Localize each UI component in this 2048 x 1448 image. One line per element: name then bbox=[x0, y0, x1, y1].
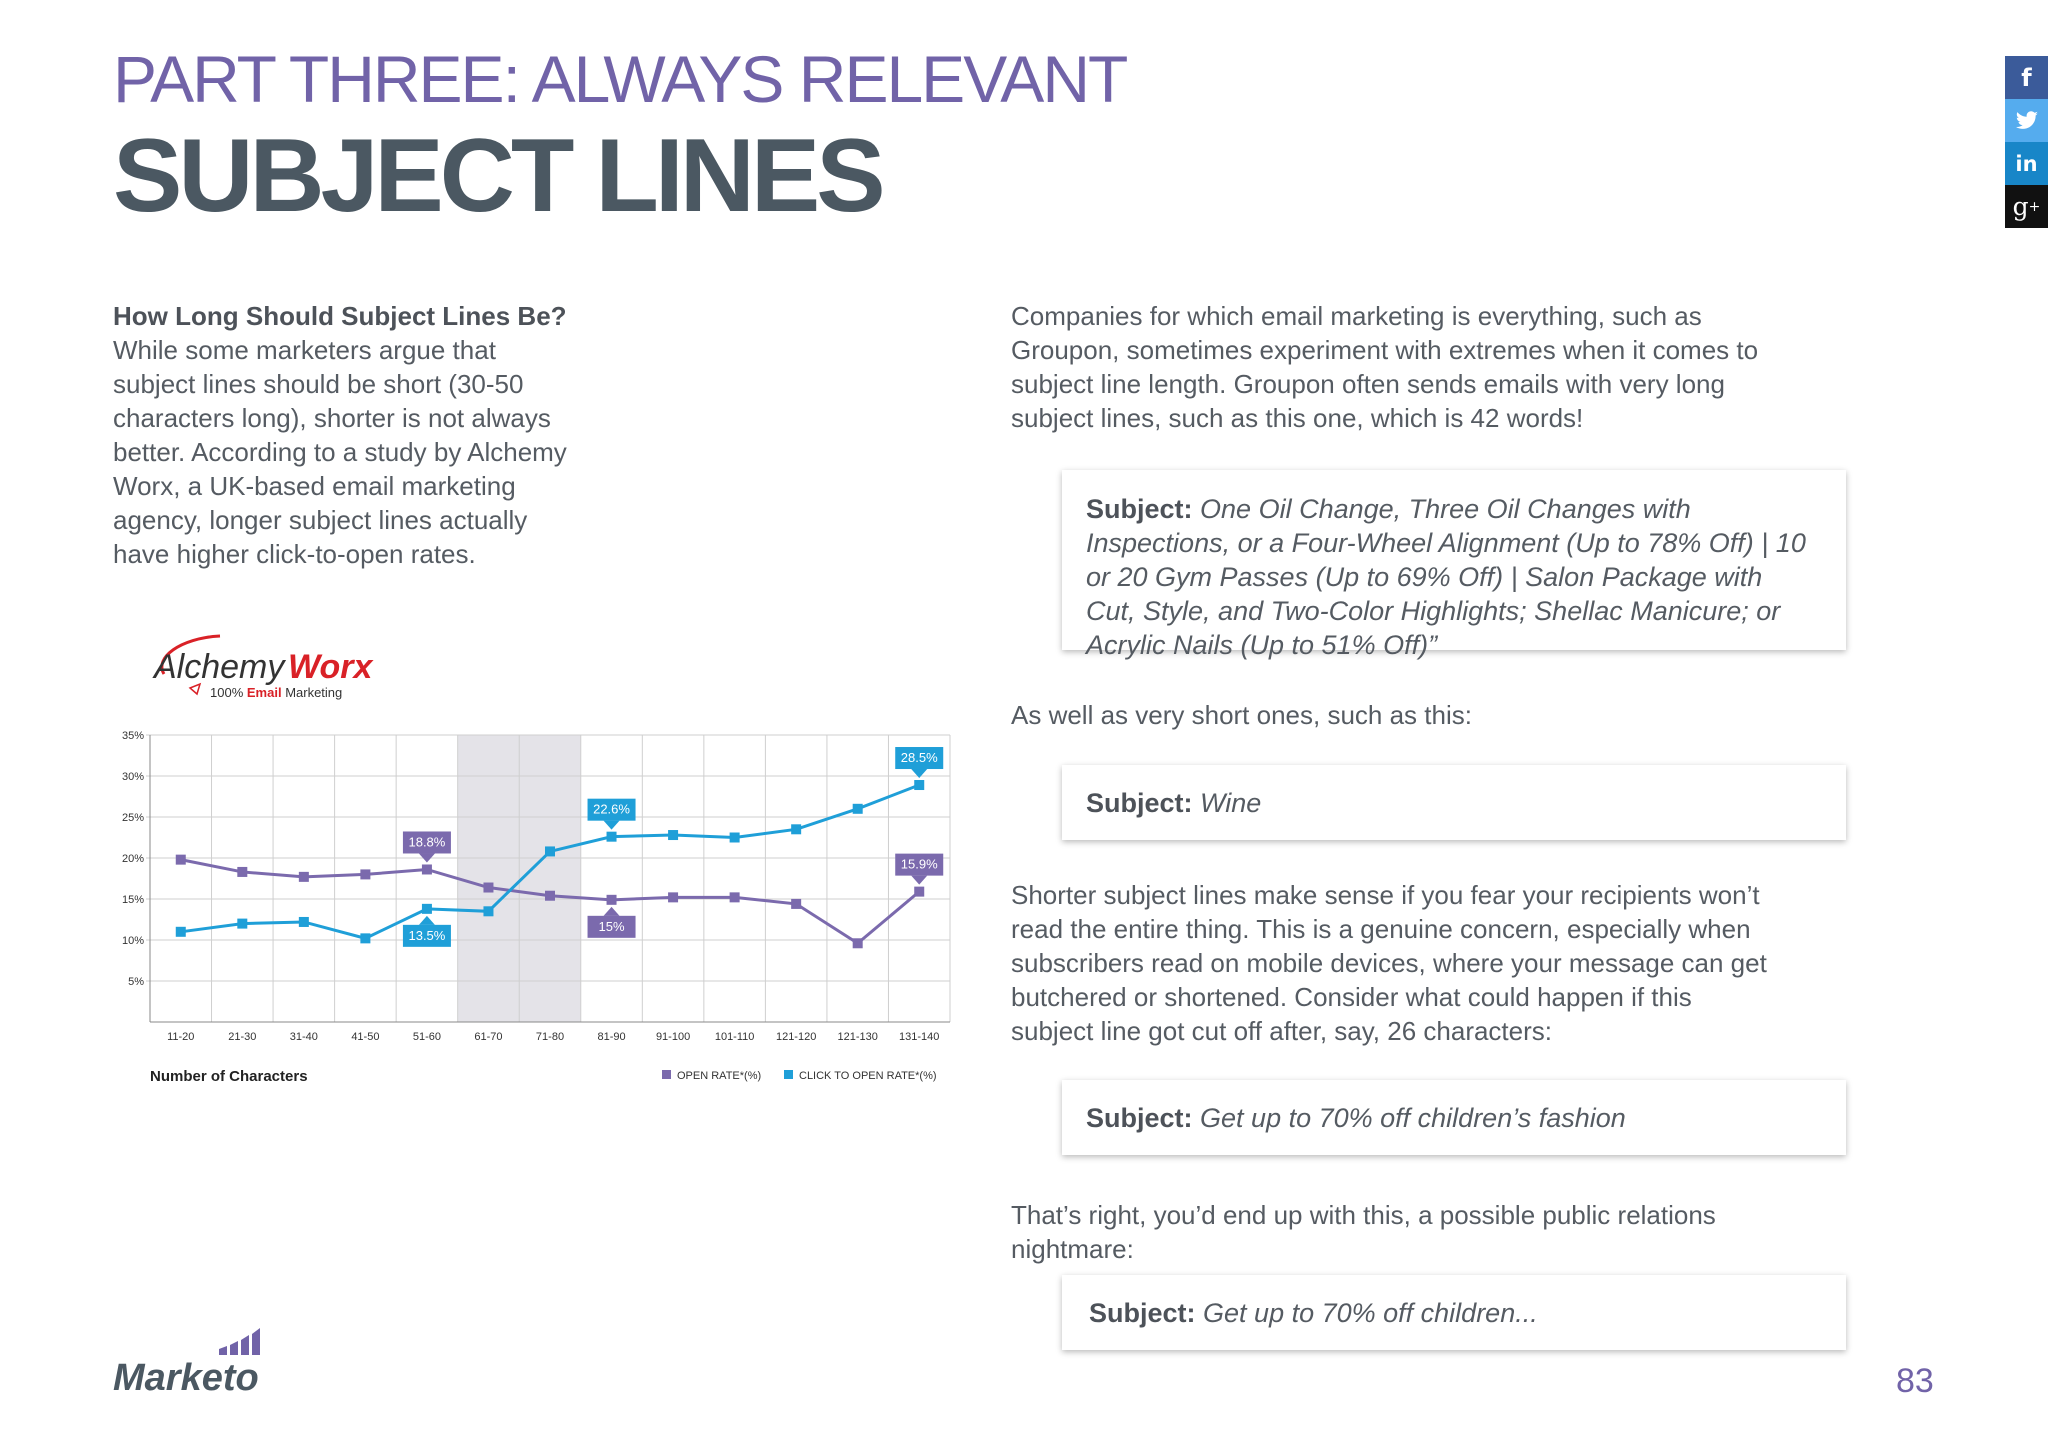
callout-label: 28.5% bbox=[900, 750, 938, 766]
data-point bbox=[607, 832, 617, 842]
paragraph-groupon: Companies for which email marketing is everything, such as Groupon, sometimes experiment with extremes when it comes to subject line length. Groupon often sends emails with very long subject lines, such as this one, which is 42 words! bbox=[1011, 301, 1759, 433]
subject-label: Subject: bbox=[1086, 1102, 1193, 1133]
twitter-bird-glyph bbox=[2015, 111, 2039, 131]
x-tick-label: 51-60 bbox=[412, 1031, 441, 1043]
data-point bbox=[483, 906, 493, 916]
y-tick-label: 15% bbox=[121, 894, 144, 906]
subject-box-short bbox=[1062, 765, 1846, 840]
intro-body: While some marketers argue that subject lines should be short (30-50 characters long), shorter is not always better. According to a study by Alchemy Worx, a UK-based email marketing agency, longer subject lines actually have higher click-to-open rates. bbox=[113, 335, 567, 569]
logo-brand: Alchemy bbox=[154, 648, 285, 686]
marketo-logo bbox=[113, 1325, 283, 1395]
marketo-bars-icon bbox=[219, 1328, 260, 1355]
x-tick-label: 61-70 bbox=[474, 1031, 503, 1043]
twitter-icon[interactable] bbox=[2005, 99, 2048, 142]
data-point bbox=[237, 919, 247, 929]
data-point bbox=[914, 887, 924, 897]
x-tick-label: 131-140 bbox=[899, 1031, 940, 1043]
x-tick-label: 121-120 bbox=[775, 1031, 817, 1043]
data-point bbox=[299, 917, 309, 927]
legend-swatch bbox=[784, 1070, 793, 1079]
x-tick-label: 21-30 bbox=[228, 1031, 257, 1043]
y-tick-label: 25% bbox=[121, 812, 144, 824]
section-kicker: PART THREE: ALWAYS RELEVANT bbox=[113, 42, 1127, 116]
data-point bbox=[176, 855, 186, 865]
data-point bbox=[791, 824, 801, 834]
subject-label: Subject: bbox=[1086, 787, 1193, 818]
x-tick-label: 81-90 bbox=[597, 1031, 626, 1043]
callout-label: 15% bbox=[598, 918, 625, 934]
subject-label: Subject: bbox=[1086, 494, 1193, 524]
page-number: 83 bbox=[1896, 1362, 1934, 1400]
subject-text-fashion: Get up to 70% off children’s fashion bbox=[1200, 1102, 1626, 1133]
subject-text-cut: Get up to 70% off children... bbox=[1203, 1297, 1538, 1328]
linkedin-icon[interactable]: in bbox=[2005, 142, 2048, 185]
data-point bbox=[545, 891, 555, 901]
data-point bbox=[853, 938, 863, 948]
data-point bbox=[299, 872, 309, 882]
logo-brand-accent: Worx bbox=[288, 648, 373, 686]
callout-label: 15.9% bbox=[900, 856, 938, 872]
legend-label: OPEN RATE*(%) bbox=[677, 1070, 762, 1082]
data-point bbox=[237, 867, 247, 877]
y-tick-label: 30% bbox=[121, 771, 144, 783]
callout-pointer bbox=[911, 876, 927, 885]
x-axis-title: Number of Characters bbox=[150, 1068, 308, 1085]
data-point bbox=[483, 883, 493, 893]
data-point bbox=[853, 804, 863, 814]
data-point bbox=[422, 864, 432, 874]
logo-tagline-pre: 100% bbox=[210, 685, 244, 700]
subject-box-cut bbox=[1062, 1275, 1846, 1350]
x-tick-label: 11-20 bbox=[167, 1031, 195, 1043]
data-point bbox=[668, 830, 678, 840]
data-point bbox=[730, 892, 740, 902]
callout-label: 22.6% bbox=[593, 801, 630, 817]
y-tick-label: 5% bbox=[128, 976, 144, 988]
logo-tagline bbox=[210, 685, 342, 700]
page-title: SUBJECT LINES bbox=[113, 118, 882, 234]
intro-heading: How Long Should Subject Lines Be? bbox=[113, 301, 567, 331]
callout-label: 13.5% bbox=[408, 927, 446, 943]
intro-section bbox=[113, 299, 573, 571]
logo-tagline-post: Marketing bbox=[285, 685, 343, 700]
data-point bbox=[545, 846, 555, 856]
facebook-icon[interactable]: f bbox=[2005, 56, 2048, 99]
legend-label: CLICK TO OPEN RATE*(%) bbox=[799, 1070, 937, 1082]
data-point bbox=[791, 899, 801, 909]
data-point bbox=[360, 869, 370, 879]
data-point bbox=[176, 927, 186, 937]
y-tick-label: 20% bbox=[121, 853, 144, 865]
googleplus-icon[interactable]: g + bbox=[2005, 185, 2048, 228]
data-point bbox=[607, 895, 617, 905]
data-point bbox=[914, 780, 924, 790]
x-tick-label: 91-100 bbox=[655, 1031, 691, 1043]
x-tick-label: 121-130 bbox=[837, 1031, 878, 1043]
x-tick-label: 31-40 bbox=[289, 1031, 318, 1043]
logo-tagline-em: Email bbox=[246, 685, 282, 700]
subject-box-fashion bbox=[1062, 1080, 1846, 1155]
x-tick-label: 71-80 bbox=[535, 1031, 565, 1043]
marketo-wordmark: Marketo bbox=[113, 1357, 259, 1395]
paragraph-shorter-sense: Shorter subject lines make sense if you fear your recipients won’t read the entire thing. This is a genuine concern, especially when subscribers read on mobile devices, where your message can get butchered or shortened. Consider what could happen if this subject line got cut off after, say, 26 characters: bbox=[1011, 880, 1767, 1046]
subject-text-long: One Oil Change, Three Oil Changes with Inspections, or a Four-Wheel Alignment (Up to 78% Off) | 10 or 20 Gym Passes (Up to 69% Off) | Salon Package with Cut, Style, and Two-Color Highlights; Shellac Manicure; or Acrylic Nails (Up to 51% Off)” bbox=[1086, 494, 1806, 660]
data-point bbox=[730, 833, 740, 843]
callout-pointer bbox=[419, 916, 435, 925]
callout-pointer bbox=[604, 821, 620, 830]
callout-label: 18.8% bbox=[408, 834, 446, 850]
x-tick-label: 41-50 bbox=[351, 1031, 380, 1043]
x-tick-label: 101-110 bbox=[714, 1031, 755, 1043]
legend-swatch bbox=[662, 1070, 671, 1079]
callout-pointer bbox=[911, 769, 927, 778]
callout-pointer bbox=[604, 907, 620, 916]
y-tick-label: 10% bbox=[121, 935, 144, 947]
subject-length-chart bbox=[110, 720, 960, 1100]
data-point bbox=[668, 892, 678, 902]
data-point bbox=[360, 933, 370, 943]
paragraph-short-ones: As well as very short ones, such as this: bbox=[1011, 700, 1472, 730]
alchemy-worx-logo bbox=[150, 630, 390, 710]
subject-label: Subject: bbox=[1089, 1297, 1196, 1328]
highlight-band bbox=[458, 735, 520, 1022]
data-point bbox=[422, 904, 432, 914]
y-tick-label: 35% bbox=[121, 730, 144, 742]
paragraph-nightmare: That’s right, you’d end up with this, a possible public relations nightmare: bbox=[1011, 1200, 1716, 1264]
subject-text-short: Wine bbox=[1200, 787, 1262, 818]
social-share-bar bbox=[2005, 56, 2048, 228]
highlight-band bbox=[519, 735, 581, 1022]
subject-box-long bbox=[1062, 470, 1846, 660]
